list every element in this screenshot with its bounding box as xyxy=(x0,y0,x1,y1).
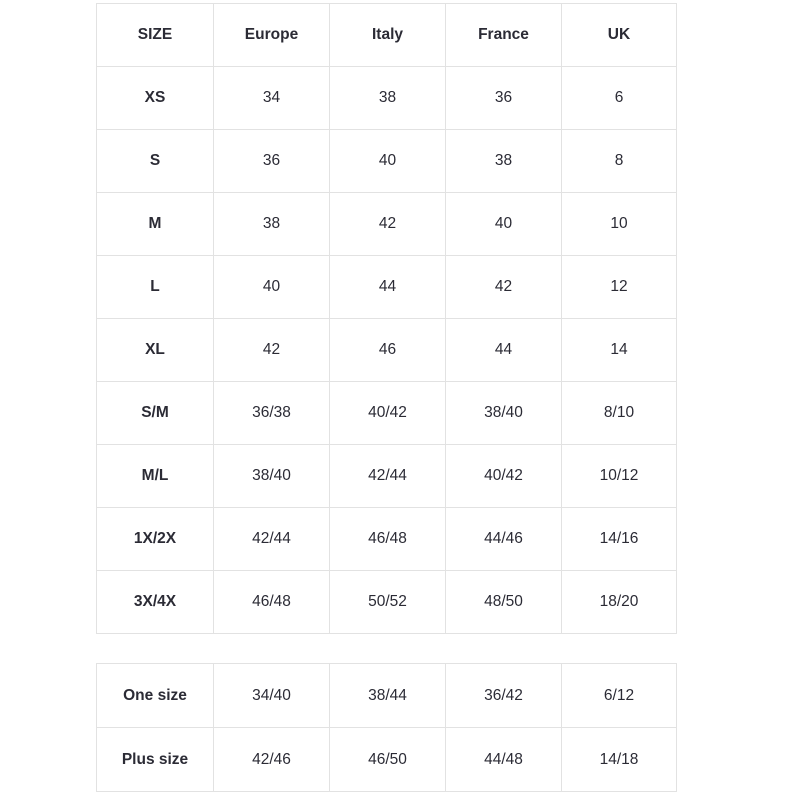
general-size-table xyxy=(96,663,677,792)
table-header-row xyxy=(97,4,677,67)
table-row xyxy=(97,445,677,508)
cell-uk: 18/20 xyxy=(562,571,677,634)
cell-europe: 34/40 xyxy=(214,664,330,728)
table-row xyxy=(97,382,677,445)
cell-italy: 38 xyxy=(330,67,446,130)
cell-uk: 14/18 xyxy=(562,728,677,792)
table-row xyxy=(97,256,677,319)
table-row xyxy=(97,728,677,792)
cell-uk: 10 xyxy=(562,193,677,256)
cell-italy: 38/44 xyxy=(330,664,446,728)
table-row xyxy=(97,67,677,130)
cell-uk: 14/16 xyxy=(562,508,677,571)
cell-france: 38/40 xyxy=(446,382,562,445)
table-row xyxy=(97,130,677,193)
table-row xyxy=(97,664,677,728)
table-row xyxy=(97,319,677,382)
cell-france: 40/42 xyxy=(446,445,562,508)
cell-europe: 42/46 xyxy=(214,728,330,792)
cell-europe: 36 xyxy=(214,130,330,193)
cell-europe: 38 xyxy=(214,193,330,256)
cell-france: 36 xyxy=(446,67,562,130)
cell-italy: 42 xyxy=(330,193,446,256)
cell-uk: 12 xyxy=(562,256,677,319)
cell-uk: 6 xyxy=(562,67,677,130)
cell-france: 36/42 xyxy=(446,664,562,728)
cell-europe: 40 xyxy=(214,256,330,319)
table-body xyxy=(97,664,677,792)
cell-size: 1X/2X xyxy=(97,508,214,571)
cell-size: M/L xyxy=(97,445,214,508)
cell-europe: 38/40 xyxy=(214,445,330,508)
cell-uk: 10/12 xyxy=(562,445,677,508)
cell-uk: 8 xyxy=(562,130,677,193)
table-row xyxy=(97,193,677,256)
table-row xyxy=(97,571,677,634)
cell-europe: 34 xyxy=(214,67,330,130)
table-body xyxy=(97,67,677,634)
cell-size: S xyxy=(97,130,214,193)
cell-italy: 42/44 xyxy=(330,445,446,508)
table-row xyxy=(97,508,677,571)
cell-france: 44/46 xyxy=(446,508,562,571)
table-gap-divider xyxy=(96,634,676,663)
cell-europe: 46/48 xyxy=(214,571,330,634)
cell-size: 3X/4X xyxy=(97,571,214,634)
table-header xyxy=(97,4,677,67)
column-header-europe: Europe xyxy=(214,4,330,67)
cell-france: 40 xyxy=(446,193,562,256)
cell-italy: 46/48 xyxy=(330,508,446,571)
cell-size: S/M xyxy=(97,382,214,445)
cell-uk: 6/12 xyxy=(562,664,677,728)
cell-size: XL xyxy=(97,319,214,382)
cell-size: One size xyxy=(97,664,214,728)
cell-france: 42 xyxy=(446,256,562,319)
size-conversion-table xyxy=(96,3,677,634)
cell-france: 38 xyxy=(446,130,562,193)
cell-uk: 14 xyxy=(562,319,677,382)
cell-france: 44 xyxy=(446,319,562,382)
cell-europe: 42 xyxy=(214,319,330,382)
cell-italy: 46 xyxy=(330,319,446,382)
cell-italy: 44 xyxy=(330,256,446,319)
tables-container xyxy=(96,3,676,792)
cell-size: M xyxy=(97,193,214,256)
column-header-france: France xyxy=(446,4,562,67)
column-header-italy: Italy xyxy=(330,4,446,67)
cell-size: Plus size xyxy=(97,728,214,792)
cell-italy: 40/42 xyxy=(330,382,446,445)
cell-italy: 50/52 xyxy=(330,571,446,634)
cell-france: 44/48 xyxy=(446,728,562,792)
column-header-size: SIZE xyxy=(97,4,214,67)
cell-size: XS xyxy=(97,67,214,130)
cell-france: 48/50 xyxy=(446,571,562,634)
cell-italy: 40 xyxy=(330,130,446,193)
cell-size: L xyxy=(97,256,214,319)
column-header-uk: UK xyxy=(562,4,677,67)
cell-italy: 46/50 xyxy=(330,728,446,792)
cell-europe: 42/44 xyxy=(214,508,330,571)
cell-europe: 36/38 xyxy=(214,382,330,445)
cell-uk: 8/10 xyxy=(562,382,677,445)
